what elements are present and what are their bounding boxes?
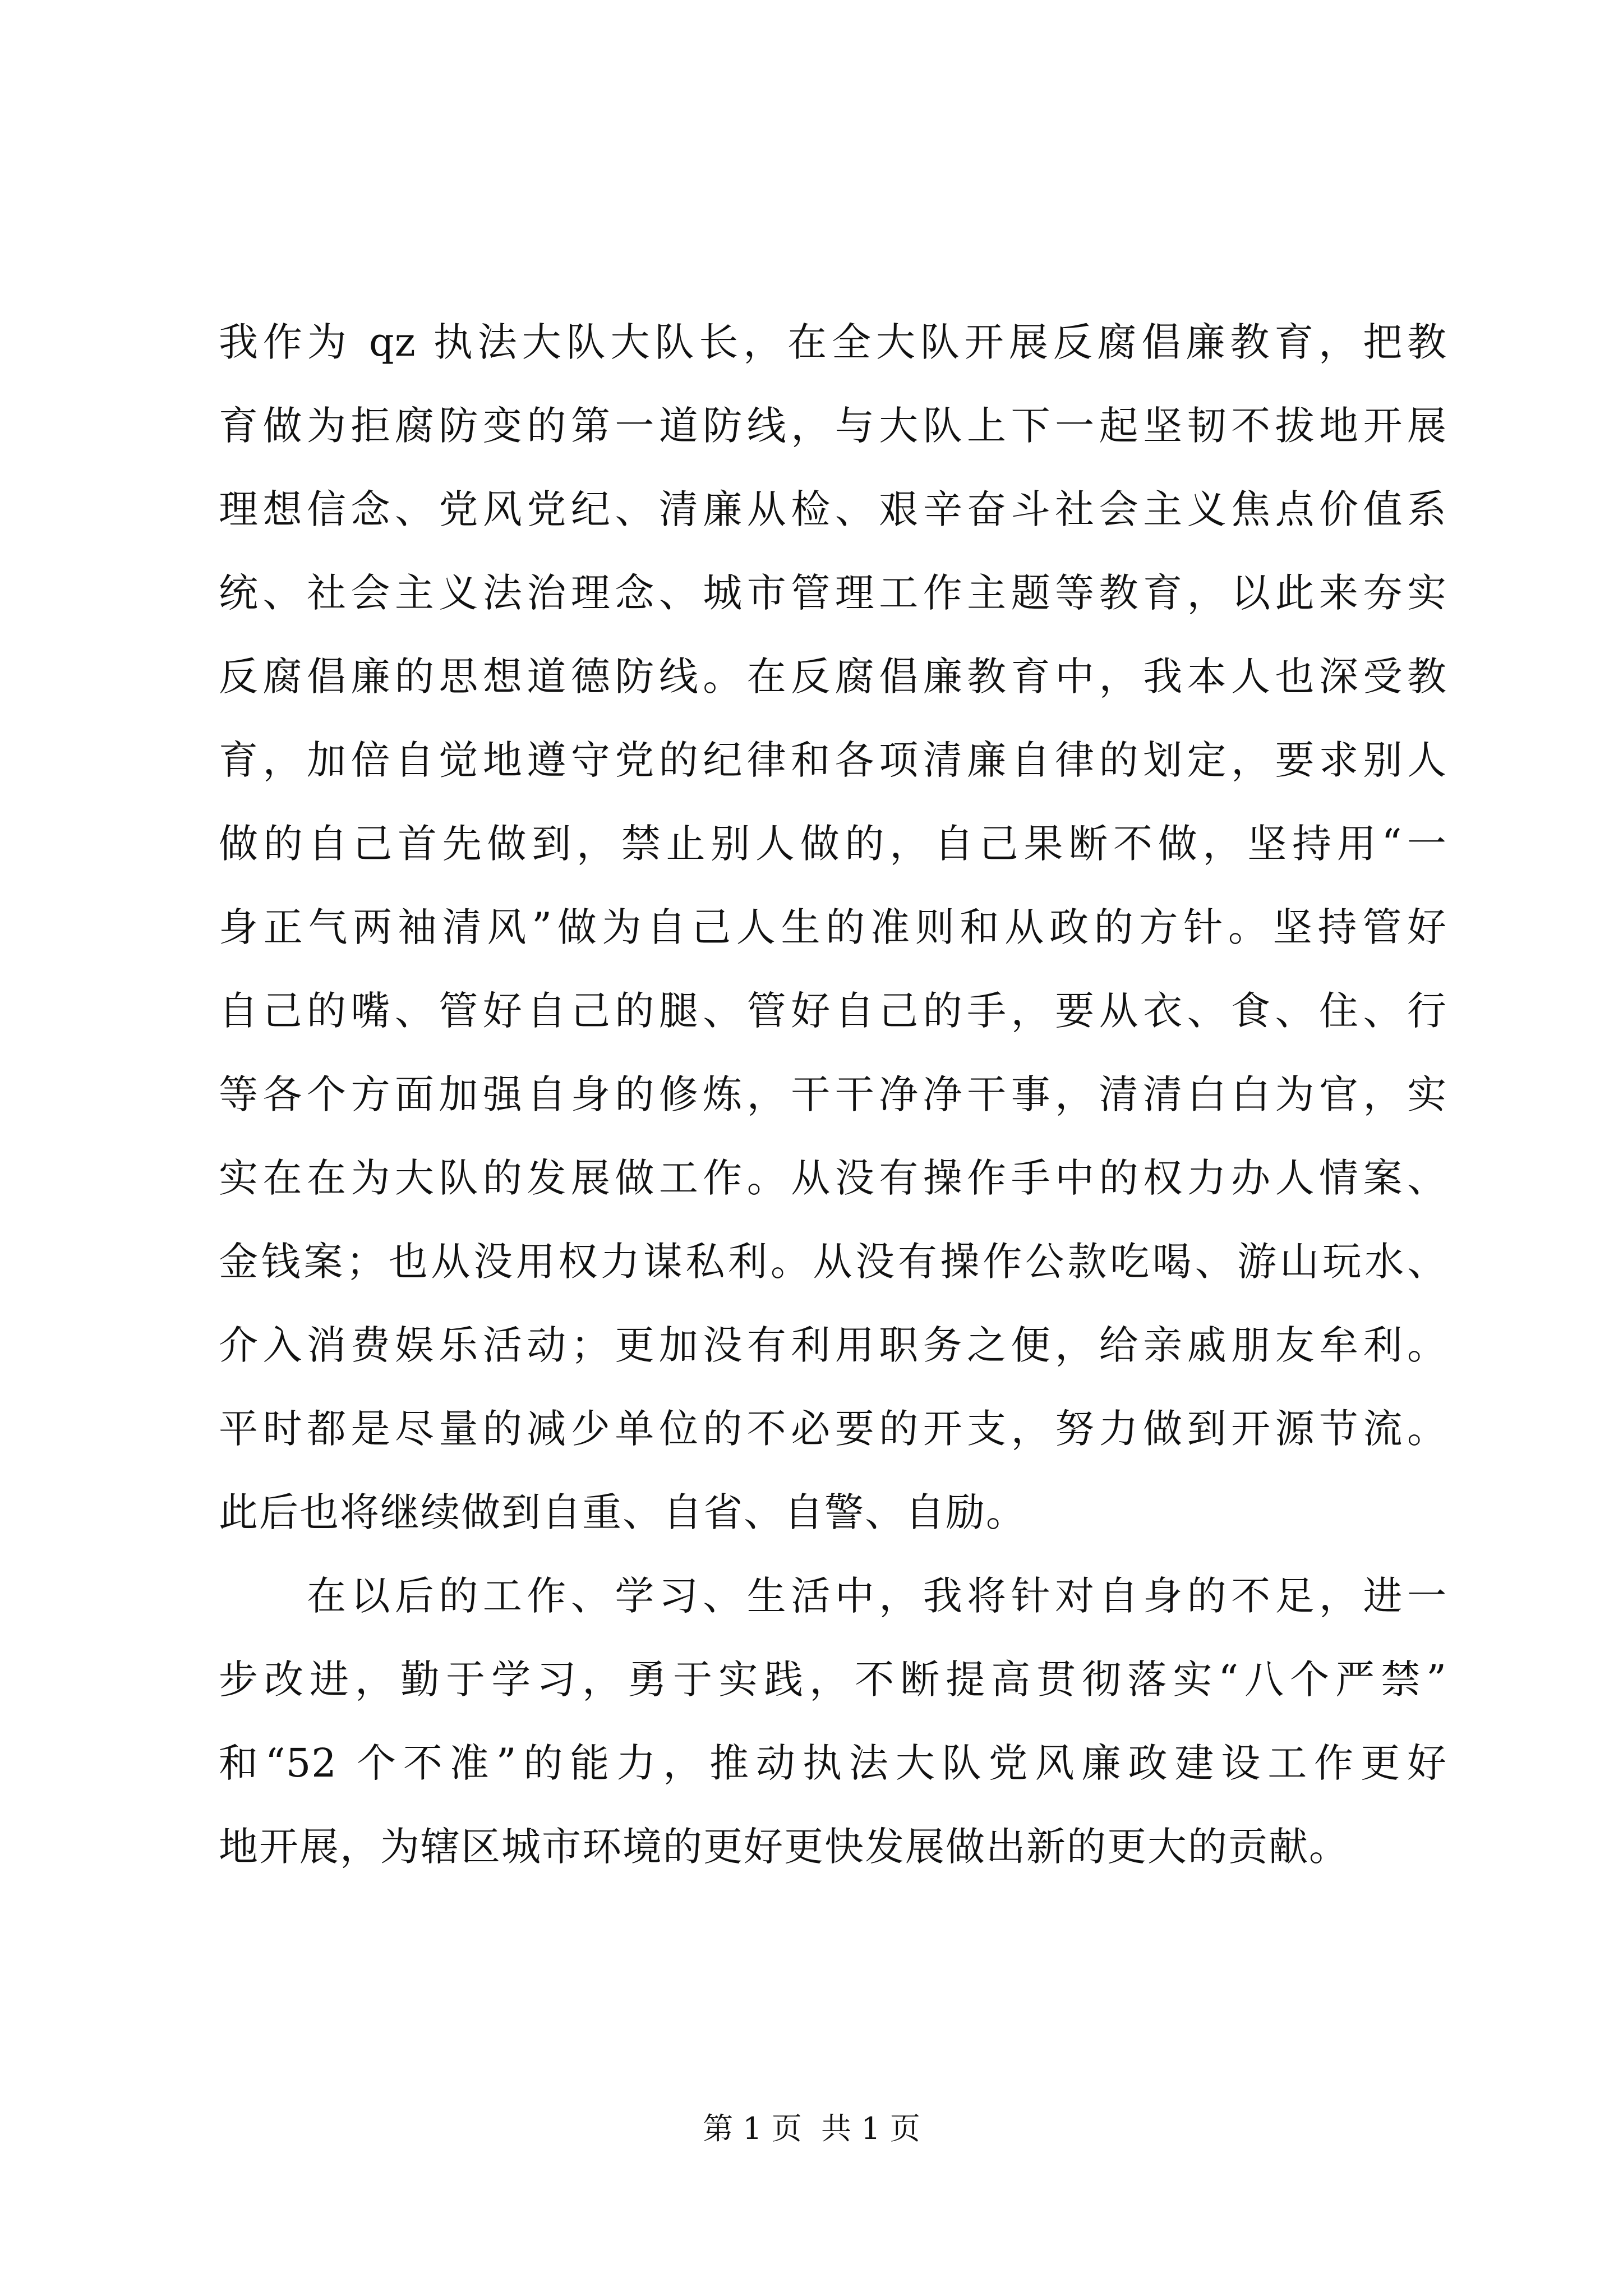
text-line: 自己的嘴、管好自己的腿、管好自己的手，要从衣、食、住、行 xyxy=(219,988,1447,1034)
text-line: 地开展，为辖区城市环境的更好更快发展做出新的更大的贡献。 xyxy=(219,1824,1349,1870)
text-line: 在以后的工作、学习、生活中，我将针对自身的不足，进一 xyxy=(219,1573,1447,1619)
text-line: 我作为 qz 执法大队大队长，在全大队开展反腐倡廉教育，把教 xyxy=(219,319,1447,365)
page-number-footer: 第 1 页 共 1 页 xyxy=(703,2111,920,2146)
text-line: 步改进，勤于学习，勇于实践，不断提高贯彻落实“八个严禁” xyxy=(219,1657,1447,1703)
text-line: 理想信念、党风党纪、清廉从检、艰辛奋斗社会主义焦点价值系 xyxy=(219,486,1447,532)
text-line: 做的自己首先做到，禁止别人做的，自己果断不做，坚持用“一 xyxy=(219,821,1447,867)
text-line: 平时都是尽量的减少单位的不必要的开支，努力做到开源节流。 xyxy=(219,1406,1447,1452)
text-line: 介入消费娱乐活动；更加没有利用职务之便，给亲戚朋友牟利。 xyxy=(219,1322,1447,1368)
text-line: 育，加倍自觉地遵守党的纪律和各项清廉自律的划定，要求别人 xyxy=(219,737,1447,783)
text-line: 金钱案；也从没用权力谋私利。从没有操作公款吃喝、游山玩水、 xyxy=(219,1239,1447,1285)
text-line: 身正气两袖清风”做为自己人生的准则和从政的方针。坚持管好 xyxy=(219,904,1447,950)
text-line: 反腐倡廉的思想道德防线。在反腐倡廉教育中，我本人也深受教 xyxy=(219,654,1447,700)
text-line: 此后也将继续做到自重、自省、自警、自励。 xyxy=(219,1489,1026,1535)
text-line: 统、社会主义法治理念、城市管理工作主题等教育，以此来夯实 xyxy=(219,570,1447,616)
text-line: 和“52 个不准”的能力，推动执法大队党风廉政建设工作更好 xyxy=(219,1740,1447,1786)
text-line: 实在在为大队的发展做工作。从没有操作手中的权力办人情案、 xyxy=(219,1155,1447,1201)
text-line: 等各个方面加强自身的修炼，干干净净干事，清清白白为官，实 xyxy=(219,1071,1447,1117)
text-line: 育做为拒腐防变的第一道防线，与大队上下一起坚韧不拔地开展 xyxy=(219,403,1447,449)
